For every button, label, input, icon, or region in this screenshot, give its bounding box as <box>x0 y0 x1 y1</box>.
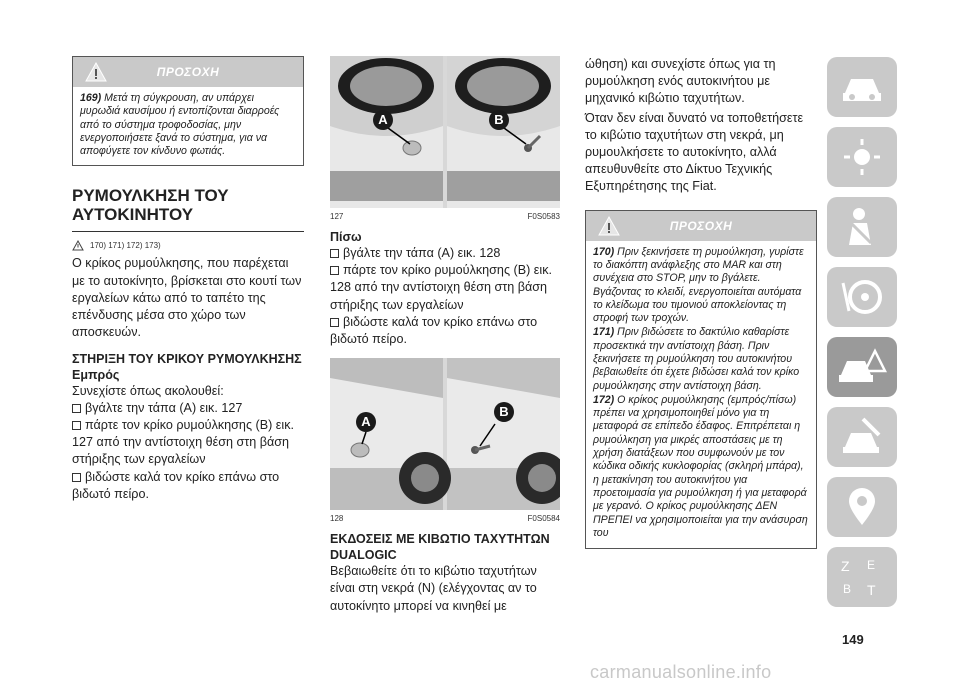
front-step: βγάλτε την τάπα (A) εικ. 127 <box>72 400 304 417</box>
subheading-ring-mount: ΣΤΗΡΙΞΗ ΤΟΥ ΚΡΙΚΟΥ ΡΥΜΟΥΛΚΗΣΗΣ <box>72 351 302 366</box>
chapter-nav <box>827 57 897 617</box>
figure-number: 128 <box>330 514 344 524</box>
figure-label-a: A <box>356 412 376 432</box>
chapter-tab-technical[interactable] <box>827 477 897 537</box>
chapter-tab-maintenance[interactable] <box>827 407 897 467</box>
rear-step: βιδώστε καλά τον κρίκο επάνω στο βιδωτό πείρο. <box>330 314 538 347</box>
checkbox-bullet-icon <box>72 404 81 413</box>
warning-header <box>73 57 303 87</box>
figure-128-photo <box>330 358 560 510</box>
warning-text: Μετά τη σύγκρουση, αν υπάρχει μυρωδιά καυσίμου ή εντοπίζονται διαρροές από το σύστημα τροφοδοσίας, μην ενεργοποιήσετε ξανά το σύστημα, για να αποφύγετε τον κίνδυνο φωτιάς. <box>80 92 280 158</box>
warning-item: 170) Πριν ξεκινήσετε τη ρυμούλκηση, γυρίστε το διακόπτη ανάφλεξης στο MAR και στη συνέχεια στο STOP, μην το βγάλετε. Βγάζοντας το κλειδί, ενεργοποιείται αυτόματα το κλείδωμα του τιμονιού αποκλείοντας τη στροφή των τροχών. <box>593 245 804 325</box>
column-middle <box>330 56 560 615</box>
chapter-tab-driving[interactable] <box>827 267 897 327</box>
warning-title: ΠΡΟΣΟΧΗ <box>156 65 220 79</box>
front-step: βιδώστε καλά τον κρίκο επάνω στο βιδωτό πείρο. <box>72 469 280 501</box>
dualogic-heading: ΕΚΔΟΣΕΙΣ ΜΕ ΚΙΒΩΤΙΟ ΤΑΧΥΤΗΤΩΝ DUALOGIC <box>330 532 550 563</box>
chapter-tab-lights[interactable] <box>827 127 897 187</box>
checkbox-bullet-icon <box>330 266 339 275</box>
section-heading-towing: ΡΥΜΟΥΛΚΗΣΗ ΤΟΥ ΑΥΤΟΚΙΝΗΤΟΥ <box>72 186 229 225</box>
warning-refs <box>72 240 304 251</box>
refs-text: 170) 171) 172) 173) <box>90 241 161 251</box>
warning-body <box>73 87 303 165</box>
sun-lights-icon <box>837 135 887 179</box>
svg-text:E: E <box>867 558 876 572</box>
figure-127-photo <box>330 56 560 208</box>
figure-label-b: B <box>489 110 509 130</box>
warning-box <box>585 210 817 550</box>
checkbox-bullet-icon <box>330 249 339 258</box>
figure-127-caption <box>330 212 560 221</box>
watermark-text: carmanualsonline.info <box>590 662 772 682</box>
seatbelt-person-icon <box>837 205 887 249</box>
svg-text:T: T <box>867 582 876 598</box>
chapter-tab-dashboard[interactable] <box>827 57 897 117</box>
front-intro: Συνεχίστε όπως ακολουθεί: <box>72 383 224 398</box>
checkbox-bullet-icon <box>330 318 339 327</box>
alphabet-index-icon <box>837 555 887 599</box>
chapter-tab-emergency[interactable] <box>827 337 897 397</box>
figure-code: F0S0583 <box>527 212 560 221</box>
warning-box <box>72 56 304 166</box>
warning-small-icon <box>72 240 84 251</box>
chapter-tab-index[interactable] <box>827 547 897 607</box>
navigation-pin-icon <box>837 485 887 529</box>
figure-label-b: B <box>494 402 514 422</box>
warning-header <box>586 211 816 241</box>
rear-label: Πίσω <box>330 230 362 244</box>
towing-intro: Ο κρίκος ρυμούλκησης, που παρέχεται με το αυτοκίνητο, βρίσκεται στο κουτί των εργαλείων κάτω από το ταπέτο της επένδυσης μέσα στο χώρο των αποσκευών. <box>72 256 302 340</box>
warning-item: 172) Ο κρίκος ρυμούλκησης (εμπρός/πίσω) πρέπει να χρησιμοποιηθεί μόνο για τη μεταφορά σε επίπεδο έδαφος. Επιτρέπεται η ρυμούλκηση για μικρές αποστάσεις με τη χρήση διατάξεων που συμφωνούν με τον κώδικα οδικής κυκλοφορίας (σκληρή μπάρα), η μετακίνηση του αυτοκινήτου για προετοιμασία για ρυμούλκηση ή για μεταφορά με γερανό. Ο κρίκος ρυμούλκησης ΔΕΝ ΠΡΕΠΕΙ να χρησιμοποιείται για την ανάσυρση του <box>593 393 808 539</box>
rear-bumper-illustration-icon <box>330 358 560 510</box>
continued-text: ώθηση) και συνεχίστε όπως για τη ρυμούλκηση ενός αυτοκινήτου με μηχανικό κιβώτιο ταχυτήτων. <box>585 57 776 106</box>
dualogic-text: Βεβαιωθείτε ότι το κιβώτιο ταχυτήτων είναι στη νεκρά (N) (ελέγχοντας αν το αυτοκίνητο μπορεί να κινηθεί με <box>330 564 537 613</box>
figure-128-caption <box>330 514 560 523</box>
checkbox-bullet-icon <box>72 473 81 482</box>
wrench-car-icon <box>837 415 887 459</box>
front-bumper-illustration-icon <box>330 56 560 208</box>
checkbox-bullet-icon <box>72 421 81 430</box>
car-dashboard-icon <box>837 65 887 109</box>
rear-step: πάρτε τον κρίκο ρυμούλκησης (B) εικ. 128 από την αντίστοιχη θέση στη βάση στήριξης των εργαλείων <box>330 263 553 312</box>
car-emergency-icon <box>837 345 887 389</box>
figure-code: F0S0584 <box>527 514 560 524</box>
warning-body <box>586 241 816 549</box>
column-right <box>585 56 817 549</box>
front-label: Εμπρός <box>72 367 120 382</box>
figure-number: 127 <box>330 212 344 221</box>
neutral-paragraph: Όταν δεν είναι δυνατό να τοποθετήσετε το κιβώτιο ταχυτήτων στη νεκρά, μη ρυμουλκήσετε το αυτοκίνητο, αλλά απευθυνθείτε στο Δίκτυο Τεχνικής Εξυπηρέτησης της Fiat. <box>585 110 804 194</box>
page-number: 149 <box>842 632 864 647</box>
heading-rule <box>72 231 304 232</box>
steering-wheel-icon <box>837 275 887 319</box>
warning-item: 171) Πριν βιδώσετε το δακτύλιο καθαρίστε προσεκτικά την αντίστοιχη βάση. Πριν ξεκινήσετε τη ρυμούλκηση του αυτοκινήτου βεβαιωθείτε ότι έχετε βιδώσει καλά τον κρίκο ρυμούλκησης στην αντίστοιχη βάση. <box>593 326 800 392</box>
column-left <box>72 56 304 503</box>
rear-step: βγάλτε την τάπα (A) εικ. 128 <box>330 245 560 262</box>
svg-text:B: B <box>843 582 852 596</box>
front-step: πάρτε τον κρίκο ρυμούλκησης (B) εικ. 127 από την αντίστοιχη θέση στη βάση στήριξης των εργαλείων <box>72 417 295 467</box>
svg-text:Z: Z <box>841 558 850 574</box>
figure-label-a: A <box>373 110 393 130</box>
chapter-tab-safety[interactable] <box>827 197 897 257</box>
warning-ref: 169) <box>80 92 102 104</box>
warning-title: ΠΡΟΣΟΧΗ <box>669 218 733 233</box>
